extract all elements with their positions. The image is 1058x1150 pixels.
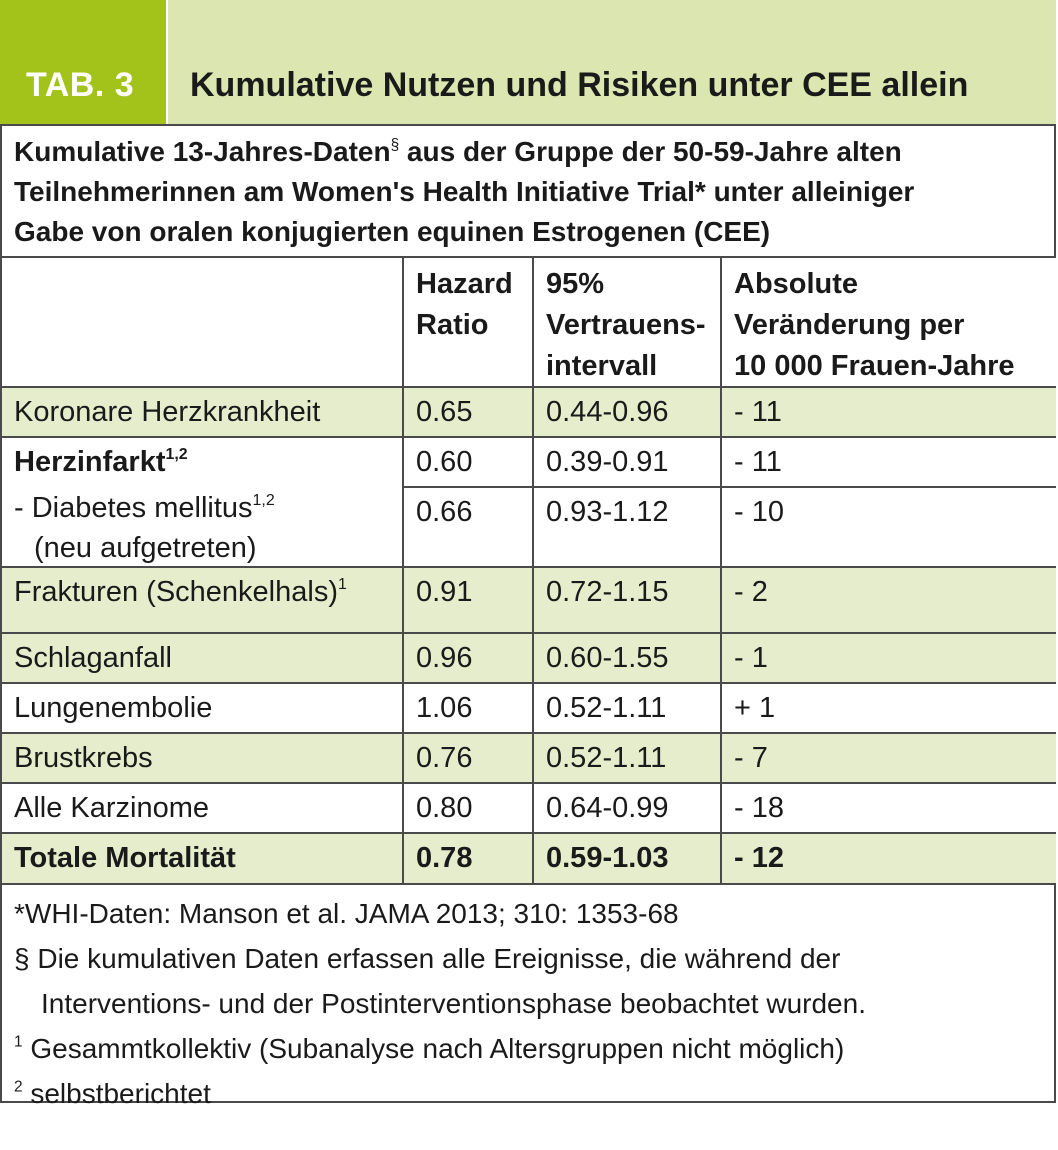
row-label-herzinfarkt	[14, 442, 402, 482]
label-text: Frakturen (Schenkelhals)	[14, 576, 338, 608]
table-row-label: Brustkrebs	[0, 732, 402, 782]
subtitle-text: aus der Gruppe der 50-59-Jahre alten	[399, 136, 902, 167]
cell-hazard-ratio: 0.80	[402, 782, 532, 832]
subtitle-line-3: Gabe von oralen konjugierten equinen Estrogenen (CEE)	[14, 216, 771, 247]
header-text: Veränderung per	[734, 309, 965, 341]
table-header	[0, 0, 1056, 124]
cell-confidence-interval: 0.72-1.15	[532, 566, 720, 632]
footnote-text: selbstberichtet	[22, 1078, 211, 1109]
footnote-2	[14, 1071, 1056, 1116]
footnote-marker: 1	[14, 1033, 23, 1051]
tab-label: TAB. 3	[26, 66, 135, 104]
cell-confidence-interval: 0.93-1.12	[532, 486, 720, 566]
table-row-label: Koronare Herzkrankheit	[0, 386, 402, 436]
header-hazard-ratio	[402, 256, 532, 386]
cell-confidence-interval: 0.60-1.55	[532, 632, 720, 682]
table-subtitle	[0, 124, 1056, 256]
header-text: Ratio	[416, 309, 489, 341]
footnote-marker: §	[390, 136, 400, 154]
tab-label-box	[0, 0, 166, 124]
footnote-source: *WHI-Daten: Manson et al. JAMA 2013; 310: 1353-68	[14, 898, 679, 929]
footnotes	[0, 883, 1056, 1109]
cell-hazard-ratio: 0.76	[402, 732, 532, 782]
footnote-section-line2: Interventions- und der Postinterventionsphase beobachtet wurden.	[41, 988, 866, 1019]
subtitle-line-1	[14, 132, 1056, 172]
cell-confidence-interval: 0.64-0.99	[532, 782, 720, 832]
cell-absolute-change: - 11	[720, 436, 1056, 486]
cell-hazard-ratio: 1.06	[402, 682, 532, 732]
table-row-label: Lungenembolie	[0, 682, 402, 732]
header-absolute-change	[720, 256, 1056, 386]
cell-absolute-change: - 1	[720, 632, 1056, 682]
cell-confidence-interval: 0.59-1.03	[532, 832, 720, 883]
cell-absolute-change: - 11	[720, 386, 1056, 436]
header-text: Absolute	[734, 268, 859, 300]
subtitle-text: Kumulative 13-Jahres-Daten	[14, 136, 391, 167]
header-cell-empty	[0, 256, 402, 386]
header-confidence-interval	[532, 256, 720, 386]
header-text: Hazard	[416, 268, 513, 300]
label-text: Herzinfarkt	[14, 446, 166, 478]
footnote-text: Gesammtkollektiv (Subanalyse nach Altersgruppen nicht möglich)	[22, 1033, 845, 1064]
cell-hazard-ratio: 0.60	[402, 436, 532, 486]
table-row-label: Totale Mortalität	[0, 832, 402, 883]
cell-hazard-ratio: 0.96	[402, 632, 532, 682]
footnote-1	[14, 1026, 1056, 1071]
cell-confidence-interval: 0.52-1.11	[532, 732, 720, 782]
cell-absolute-change: - 2	[720, 566, 1056, 632]
label-text: - Diabetes mellitus	[14, 492, 253, 524]
cell-hazard-ratio: 0.91	[402, 566, 532, 632]
cell-confidence-interval: 0.52-1.11	[532, 682, 720, 732]
header-text: 10 000 Frauen-Jahre	[734, 350, 1015, 382]
header-text: Vertrauens-	[546, 309, 706, 341]
cell-absolute-change: + 1	[720, 682, 1056, 732]
table-row-label-group	[0, 436, 402, 566]
header-text: intervall	[546, 350, 658, 382]
cell-confidence-interval: 0.44-0.96	[532, 386, 720, 436]
footnote-marker: 1,2	[252, 492, 275, 510]
table-title: Kumulative Nutzen und Risiken unter CEE allein	[190, 66, 969, 104]
row-label-diabetes	[14, 488, 402, 528]
footnote-marker: 1,2	[165, 446, 188, 464]
cell-confidence-interval: 0.39-0.91	[532, 436, 720, 486]
cell-hazard-ratio: 0.78	[402, 832, 532, 883]
title-box	[166, 0, 1056, 124]
header-text: 95%	[546, 268, 605, 300]
table-row-label: Schlaganfall	[0, 632, 402, 682]
cell-absolute-change: - 10	[720, 486, 1056, 566]
cell-hazard-ratio: 0.65	[402, 386, 532, 436]
footnote-section: § Die kumulativen Daten erfassen alle Ereignisse, die während der	[14, 943, 841, 974]
cell-hazard-ratio: 0.66	[402, 486, 532, 566]
table-row-label: Alle Karzinome	[0, 782, 402, 832]
subtitle-line-2: Teilnehmerinnen am Women's Health Initiative Trial* unter alleiniger	[14, 176, 915, 207]
cell-absolute-change: - 18	[720, 782, 1056, 832]
cell-absolute-change: - 7	[720, 732, 1056, 782]
footnote-marker: 1	[337, 576, 347, 594]
table-row-label	[0, 566, 402, 632]
footnote-marker: 2	[14, 1078, 23, 1096]
cell-absolute-change: - 12	[720, 832, 1056, 883]
row-label-diabetes-line2: (neu aufgetreten)	[34, 532, 257, 564]
